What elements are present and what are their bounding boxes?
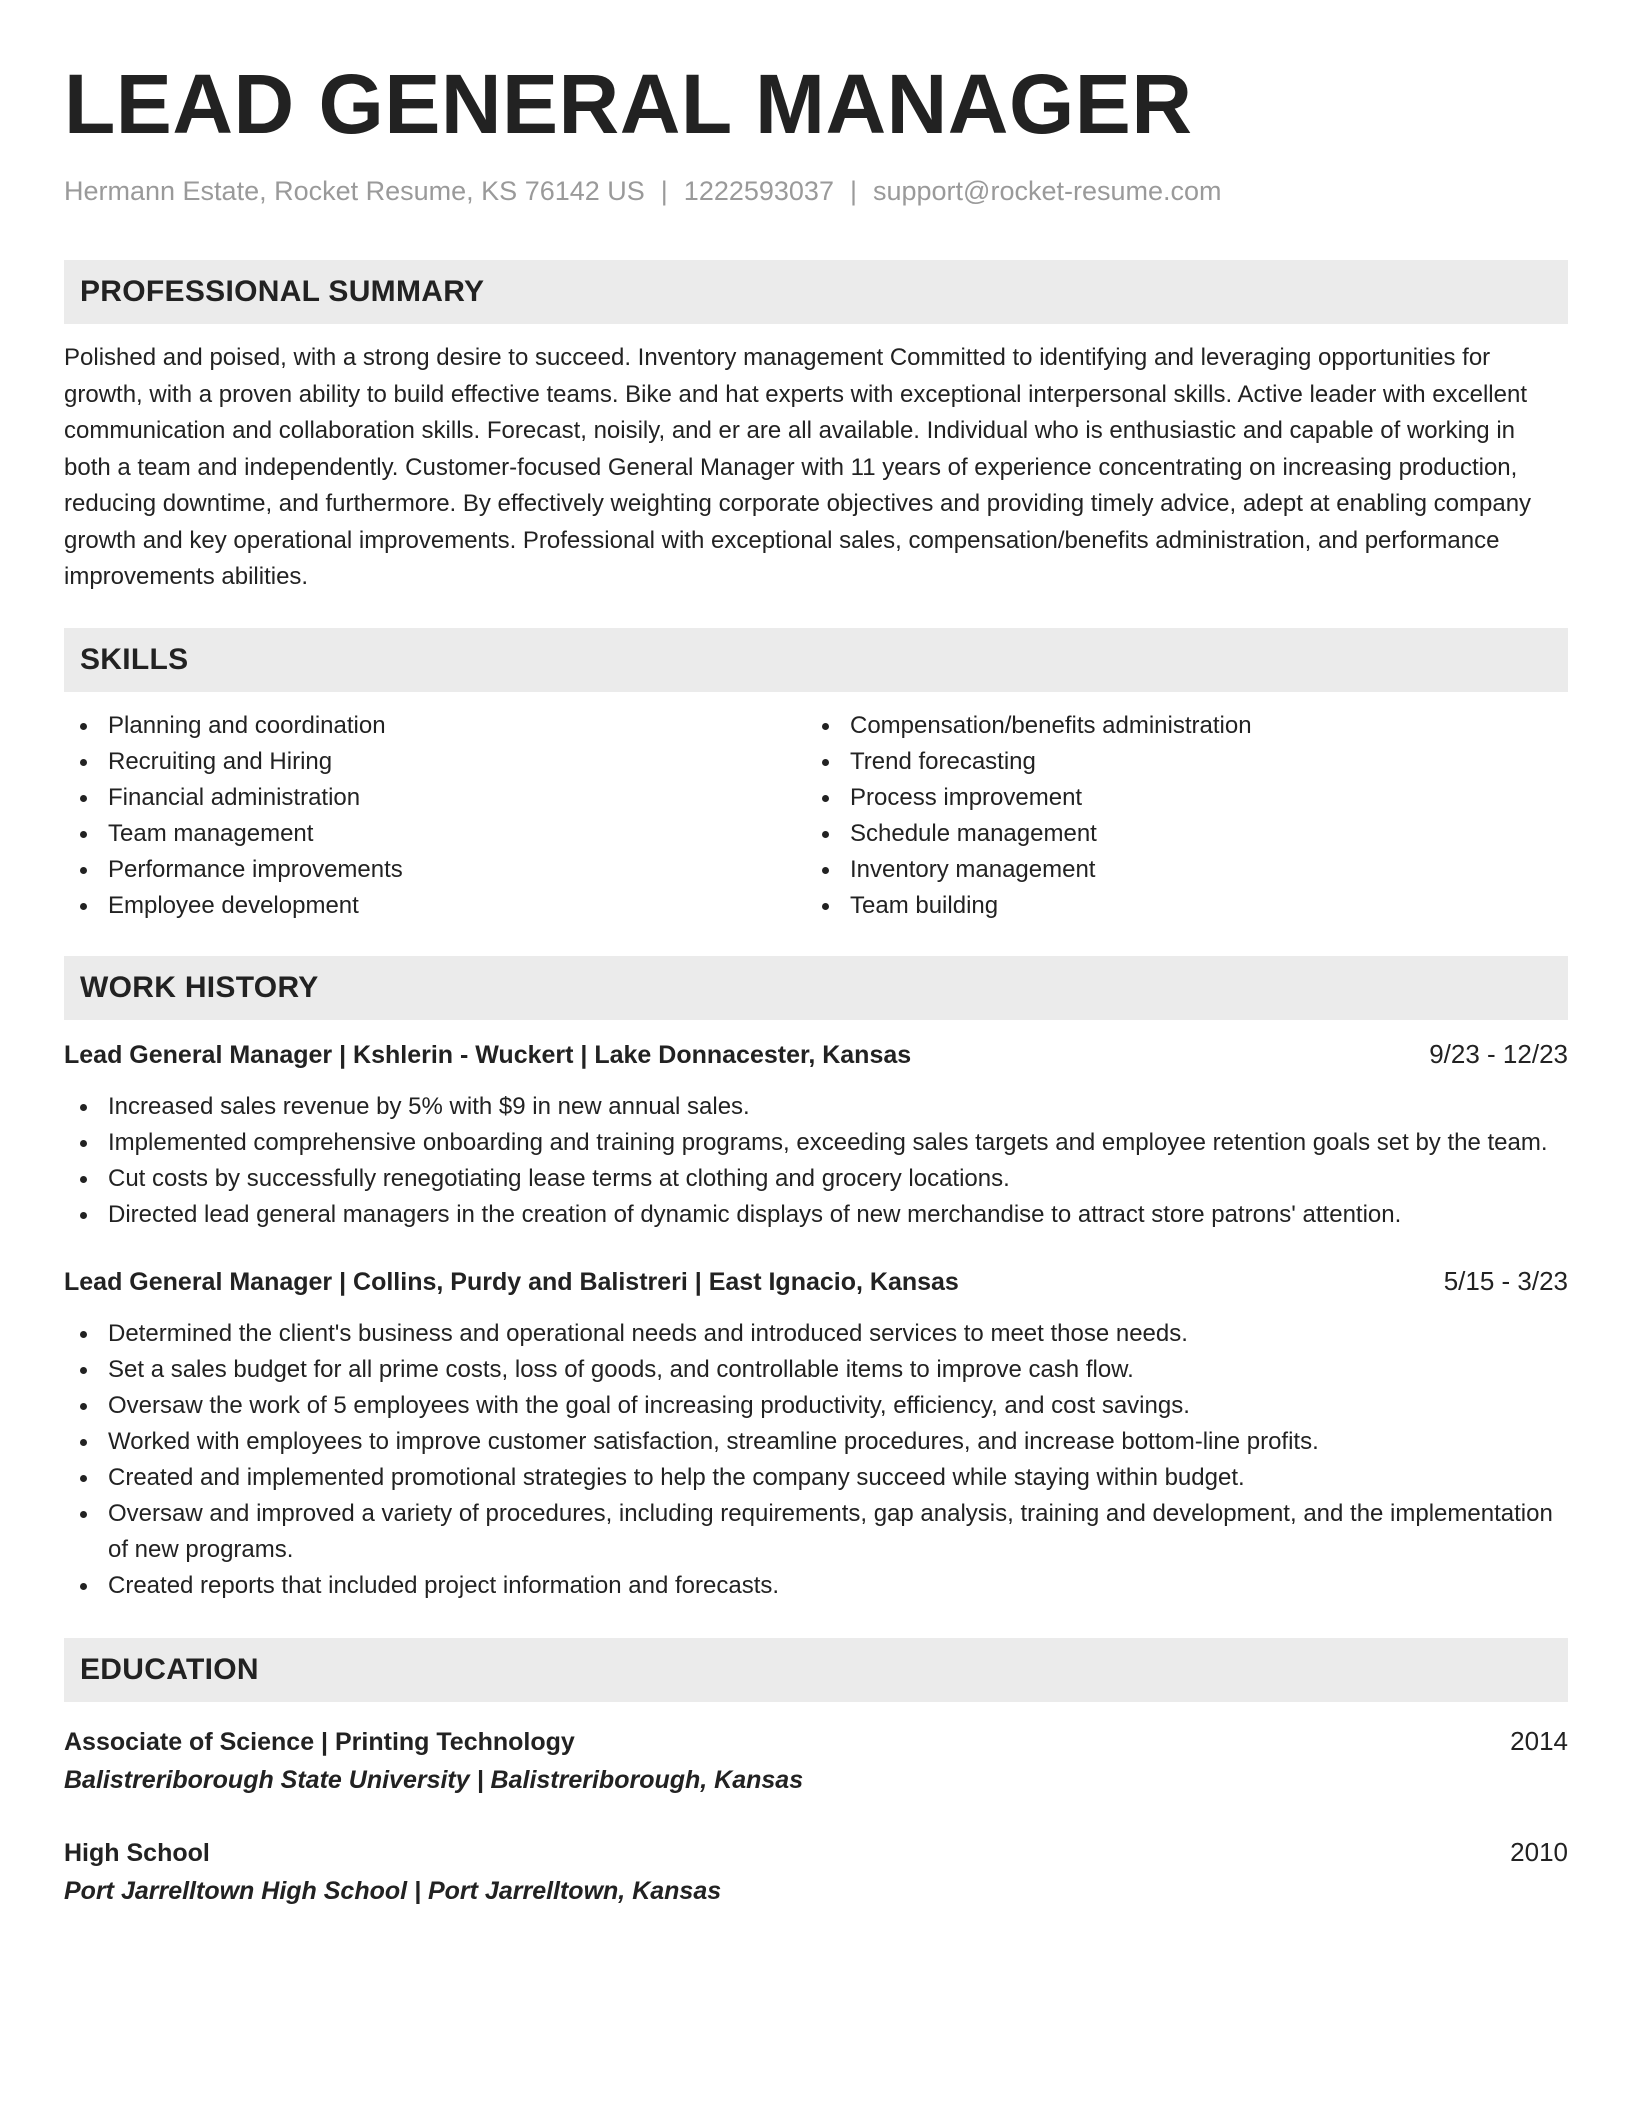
section-header-work-history: WORK HISTORY	[64, 956, 1568, 1020]
job-entry	[64, 1036, 1568, 1233]
education-degree: Associate of Science | Printing Technology	[64, 1727, 575, 1756]
skill-item: Inventory management	[806, 852, 1548, 888]
job-bullets	[64, 1089, 1568, 1233]
skill-item: Performance improvements	[64, 852, 806, 888]
skill-item: Team building	[806, 888, 1548, 924]
education-heading-row	[64, 1722, 1568, 1761]
job-heading-row	[64, 1036, 1568, 1073]
contact-address: Hermann Estate, Rocket Resume, KS 76142 US	[64, 176, 645, 206]
job-bullet: Created reports that included project information and forecasts.	[64, 1568, 1568, 1604]
job-bullet: Increased sales revenue by 5% with $9 in new annual sales.	[64, 1089, 1568, 1125]
contact-separator: |	[660, 176, 668, 206]
skill-item: Compensation/benefits administration	[806, 708, 1548, 744]
job-bullet: Oversaw and improved a variety of procedures, including requirements, gap analysis, training and development, and the implementation of new programs.	[64, 1496, 1568, 1568]
job-bullet: Created and implemented promotional strategies to help the company succeed while staying within budget.	[64, 1460, 1568, 1496]
skill-item: Process improvement	[806, 780, 1548, 816]
education-school: Balistreriborough State University | Balistreriborough, Kansas	[64, 1765, 804, 1794]
skill-item: Recruiting and Hiring	[64, 744, 806, 780]
job-bullet: Implemented comprehensive onboarding and training programs, exceeding sales targets and employee retention goals set by the team.	[64, 1125, 1568, 1161]
skill-item: Employee development	[64, 888, 806, 924]
education-heading-row	[64, 1833, 1568, 1872]
job-bullets	[64, 1316, 1568, 1604]
education-year: 2010	[1510, 1836, 1568, 1867]
summary-text: Polished and poised, with a strong desire to succeed. Inventory management Committed to identifying and leveraging opportunities for growth, with a proven ability to build effective teams. Bike and hat experts with exceptional interpersonal skills. Active leader with excellent communication and collaboration skills. Forecast, noisily, and er are all available. Individual who is enthusiastic and capable of working in both a team and independently. Customer-focused General Manager with 11 years of experience concentrating on increasing production, reducing downtime, and furthermore. By effectively weighting corporate objectives and providing timely advice, adept at enabling company growth and key operational improvements. Professional with exceptional sales, compensation/benefits administration, and performance improvements abilities.	[64, 344, 1532, 590]
resume-name: LEAD GENERAL MANAGER	[64, 57, 1193, 151]
skill-item: Team management	[64, 816, 806, 852]
job-dates: 9/23 - 12/23	[1429, 1038, 1568, 1069]
section-header-summary: PROFESSIONAL SUMMARY	[64, 260, 1568, 324]
contact-phone: 1222593037	[683, 176, 834, 206]
education-degree: High School	[64, 1838, 210, 1867]
job-bullet: Oversaw the work of 5 employees with the goal of increasing productivity, efficiency, and cost savings.	[64, 1388, 1568, 1424]
education-year: 2014	[1510, 1725, 1568, 1756]
contact-email: support@rocket-resume.com	[872, 176, 1222, 206]
skill-item: Financial administration	[64, 780, 806, 816]
job-bullet: Determined the client's business and operational needs and introduced services to meet those needs.	[64, 1316, 1568, 1352]
job-heading-row	[64, 1263, 1568, 1300]
education-entry	[64, 1722, 1568, 1799]
skills-grid	[64, 708, 1568, 924]
contact-separator: |	[849, 176, 857, 206]
job-entry	[64, 1263, 1568, 1604]
skill-item: Planning and coordination	[64, 708, 806, 744]
contact-line	[64, 174, 1568, 208]
job-title: Lead General Manager | Collins, Purdy and Balistreri | East Ignacio, Kansas	[64, 1267, 959, 1296]
skills-column-right	[806, 708, 1548, 924]
section-header-skills: SKILLS	[64, 628, 1568, 692]
job-bullet: Worked with employees to improve customer satisfaction, streamline procedures, and increase bottom-line profits.	[64, 1424, 1568, 1460]
section-header-education: EDUCATION	[64, 1638, 1568, 1702]
skill-item: Trend forecasting	[806, 744, 1548, 780]
job-bullet: Directed lead general managers in the creation of dynamic displays of new merchandise to attract store patrons' attention.	[64, 1197, 1568, 1233]
job-bullet: Set a sales budget for all prime costs, loss of goods, and controllable items to improve cash flow.	[64, 1352, 1568, 1388]
skills-column-left	[64, 708, 806, 924]
education-school: Port Jarrelltown High School | Port Jarrelltown, Kansas	[64, 1876, 722, 1905]
skill-item: Schedule management	[806, 816, 1548, 852]
job-title: Lead General Manager | Kshlerin - Wuckert | Lake Donnacester, Kansas	[64, 1040, 912, 1069]
job-bullet: Cut costs by successfully renegotiating lease terms at clothing and grocery locations.	[64, 1161, 1568, 1197]
job-dates: 5/15 - 3/23	[1443, 1265, 1568, 1296]
education-entry	[64, 1833, 1568, 1910]
